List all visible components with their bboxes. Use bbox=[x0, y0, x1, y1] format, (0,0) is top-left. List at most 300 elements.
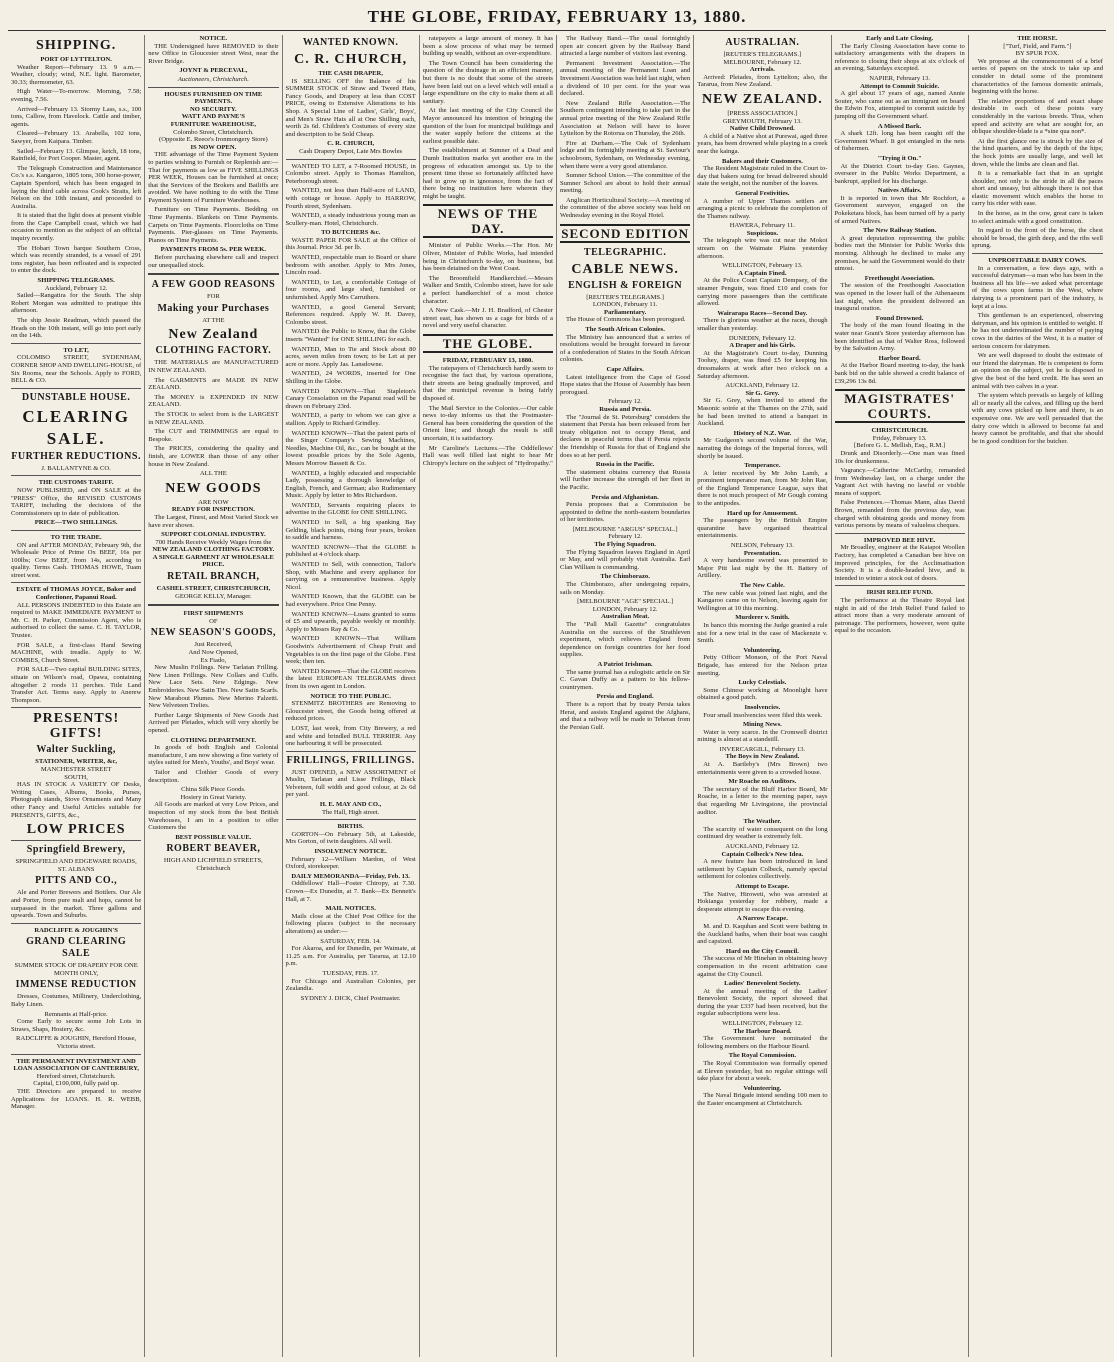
dateline: HAWERA, February 11. bbox=[729, 222, 795, 230]
clothing-department: CLOTHING DEPARTMENT. bbox=[170, 736, 256, 744]
goods-list: New Muslin Frillings. New Tarlatan Frilling. New Linen Frillings. New Collars and Cuffs. New Lace Sets. New Edgings. New Embroideries. New Satin Ties. New Satin Scarfs. New Marabout Plumes. New Merino Falzetti. New Velveteen Trelies. bbox=[148, 664, 279, 710]
cows-heading: UNPROFITABLE DAIRY COWS. bbox=[988, 257, 1087, 265]
column-4 bbox=[420, 35, 557, 1357]
telegram-place: Auckland, February 12. bbox=[44, 284, 108, 292]
retail-branch: RETAIL BRANCH, bbox=[167, 571, 260, 583]
of: OF bbox=[209, 617, 218, 625]
new-zealand-heading: NEW ZEALAND. bbox=[702, 91, 823, 107]
english-foreign: ENGLISH & FOREIGN bbox=[568, 279, 683, 291]
dateline: DUNEDIN, February 12. bbox=[728, 334, 796, 342]
tele-para: The Royal Commission was formally opened at Eleven yesterday, but no regular sittings will take place for about a week. bbox=[697, 1060, 828, 1083]
sub-heading: Volunteering. bbox=[743, 646, 782, 654]
article-para: At the last meeting of the City Council the Mayor announced his intention of bringing the question of the loan for municipal buildings and the water supply before the citizens at the earliest possible date. bbox=[422, 107, 553, 145]
church-body: IS SELLING OFF the Balance of his SUMMER STOCK of Straw and Tweed Hats, Fancy Goods, and Drapery at less than COST PRICE, owing to Extensive Alterations to his Shop. A Special Line of Ladies', Girls', Boys', and Men's Straw Hats all at One Shilling each, worth 2s 6d. Children's Costumes of every size and description to be Sold Cheap. bbox=[285, 77, 416, 138]
article-para: This gentleman is an experienced, observing dairyman, and his opinion is entitled to weight. If he has not underestimated the number of paying cows in the dairies of the West, it is a matter of serious concern for dairymen. bbox=[971, 312, 1103, 350]
sub-heading: Mining News. bbox=[742, 721, 782, 729]
news-para: Permanent Investment Association.—The annual meeting of the Permanent Loan and Investment Association was held last night, when a dividend of 10 per cent. for the year was declared. bbox=[560, 59, 691, 98]
rule bbox=[11, 923, 141, 924]
clothing-factory: CLOTHING FACTORY. bbox=[155, 345, 272, 357]
inspect: Before purchasing elsewhere call and inspect our unequalled stock. bbox=[148, 254, 279, 269]
waste-paper: WASTE PAPER FOR SALE at the Office of this Journal. Price 3d. per lb. bbox=[285, 236, 416, 252]
sub-heading: Attempt to Commit Suicide. bbox=[860, 82, 940, 90]
tele-para: Mr Gudgeon's second volume of the War, narrating the doings of the Imperial forces, will shortly be issued. bbox=[697, 437, 828, 460]
wanted-ad: WANTED, Servants requiring places to advertise in the GLOBE for ONE SHILLING. bbox=[285, 501, 416, 517]
tele-para: A child of a Native shot at Purewai, aged three years, has been drowned while playing in a creek near the kainga. bbox=[697, 132, 828, 155]
sub-heading: The Weather. bbox=[743, 818, 782, 826]
saturday-heading: SATURDAY, FEB. 14. bbox=[320, 937, 381, 945]
rule bbox=[835, 585, 965, 586]
new-seasons-goods: NEW SEASON'S GOODS, bbox=[150, 627, 276, 639]
capital: Capital, £100,000, fully paid up. bbox=[33, 1080, 119, 1088]
article-para: At the first glance one is struck by the size of the hind quarters, and by the depth of the hips; the hock joints are usually large, and well let down, while the limbs are clean and flat. bbox=[971, 137, 1103, 168]
column-7 bbox=[832, 35, 969, 1357]
wanted-ad: WANTED, not less than Half-acre of LAND, with cottage or house. Apply to HARROW, Fourth street, Sydenham. bbox=[285, 187, 416, 210]
telegram-para: The ship Jessie Readman, which passed the Heads on the 10th instant, will go into port early on the 14th. bbox=[11, 317, 142, 340]
news-para: Anglican Horticultural Society.—A meeting of the committee of the above society was held on Wednesday evening in the Royal Hotel. bbox=[560, 196, 691, 220]
tele-para: At A. Bartleby's (Mrs Brown) two entertainments were given to a crowded house. bbox=[697, 761, 828, 776]
sub-heading: A Patriot Irishman. bbox=[597, 660, 653, 668]
pitts-body: Ale and Porter Brewers and Bottlers. Our Ale and Porter, from pure malt and hops, cannot be surpassed in the market. Three gallons and upwards. Town and Suburbs. bbox=[11, 889, 142, 920]
notice-public: NOTICE TO THE PUBLIC. bbox=[310, 692, 391, 700]
horse-motto: ["Turf, Field, and Farm."] bbox=[1003, 42, 1072, 50]
article-para: In the horse, as in the cow, great care is taken to select animals with a good constitution. bbox=[971, 210, 1103, 225]
single-garment: A SINGLE GARMENT AT WHOLESALE PRICE. bbox=[152, 553, 274, 569]
wanted-ad: WANTED Known—That the GLOBE receives the latest EUROPEAN TELEGRAMS direct from its own agent in London. bbox=[285, 667, 416, 690]
grand-sale: GRAND CLEARING SALE bbox=[26, 936, 127, 960]
sub-heading: Hard on the City Council. bbox=[725, 947, 799, 955]
telegram-para: Sailed—Rangatira for the South. The ship Robert Morgan was admitted to pratique this afternoon. bbox=[11, 292, 142, 315]
cable-para: Persia proposes that a Commission be appointed to define the north-eastern boundaries of her territories. bbox=[560, 501, 691, 524]
dateline: INVERCARGILL, February 13. bbox=[719, 745, 806, 753]
source-tag: [MELBOURNE "AGE" SPECIAL.] bbox=[577, 598, 674, 606]
births-heading: BIRTHS. bbox=[337, 823, 364, 831]
tele-para: At the Police Court Captain Dempsey, of the steamer Penguin, was fined £10 and costs for carrying more passengers than the certificate allowed. bbox=[697, 277, 828, 308]
rule bbox=[11, 1054, 141, 1055]
court-para: False Pretences.—Thomas Mann, alias David Brown, remanded from the previous day, was charged with obtaining goods and money from various persons by means of valueless cheques. bbox=[834, 499, 965, 530]
columns bbox=[8, 35, 1106, 1357]
magistrates-heading: MAGISTRATES' COURTS. bbox=[835, 389, 965, 423]
sub-heading: "Trying it On." bbox=[877, 154, 922, 162]
ready-inspection: READY FOR INSPECTION. bbox=[171, 506, 255, 514]
tele-para: The Naval Brigade intend sending 100 men to the Easter encampment at Christchurch. bbox=[697, 1092, 828, 1107]
tele-para: A girl about 17 years of age, named Annie Souter, who came out as an immigrant on board the Edwin Fox, attempted to commit suicide by jumping off the Government wharf. bbox=[834, 90, 965, 120]
sub-heading: Presentation. bbox=[743, 549, 781, 557]
reason-garments: The GARMENTS are MADE IN NEW ZEALAND. bbox=[148, 376, 279, 392]
news-para: Sumner School Union.—The committee of the Sumner School are about to hold their annual meeting. bbox=[560, 172, 691, 195]
dateline: NELSON, February 13. bbox=[730, 542, 794, 550]
manchester-street: MANCHESTER STREET bbox=[40, 765, 112, 773]
article-para: Mr Broadley, engineer at the Kaiapoi Woollen Factory, has completed a Canadian bee hive on improved principles, for the Acclimatisation Society. It is a double-headed hive, and is intended to winter a stock out of doors. bbox=[834, 544, 965, 582]
rule bbox=[11, 707, 141, 708]
cable-para: There is a report that by treaty Persia takes Herat, and assists England against the Afghans, and that a railway will be made to Teheran from the Persian Gulf. bbox=[560, 700, 691, 731]
clothing-body: In goods of both English and Colonial manufacture, I am now showing a fine variety of styles suited for Men's, Youths', and Boys' wear. bbox=[148, 744, 279, 767]
making-purchases: Making your Purchases bbox=[157, 302, 270, 314]
new-goods: NEW GOODS bbox=[165, 480, 262, 496]
before: [Before G. L. Mellish, Esq., R.M.] bbox=[854, 442, 946, 450]
tele-para: A number of Upper Thames settlers are arranging a picnic to celebrate the completion of the Thames railway. bbox=[697, 197, 828, 220]
church-sign: C. R. CHURCH, bbox=[327, 140, 375, 148]
sub-heading: Suspicious. bbox=[746, 229, 779, 237]
are-now: ARE NOW bbox=[198, 498, 229, 506]
sub-heading: Australian Meat. bbox=[601, 613, 650, 621]
sub-heading: Insolvencies. bbox=[744, 703, 781, 711]
tariff-body: NOW PUBLISHED, and ON SALE at the "PRESS" Office, the REVISED CUSTOMS TARIFF, including the decisions of the Commissioners up to date of publication. bbox=[11, 486, 142, 517]
dunstable-heading: DUNSTABLE HOUSE. bbox=[21, 391, 131, 403]
stenmitz: STENMITZ BROTHERS are Removing to Gloucester street, the Goods being offered at reduced prices. bbox=[285, 700, 416, 723]
further-reductions: FURTHER REDUCTIONS. bbox=[11, 450, 141, 462]
births-body: GORTON—On February 5th, at Lakeside, Mrs Gorton, of twin daughters. All well. bbox=[285, 830, 416, 846]
sub-heading: Bakers and their Customers. bbox=[721, 157, 803, 165]
joynt-sub: Auctioneers, Christchurch. bbox=[177, 75, 249, 83]
rule bbox=[148, 604, 278, 606]
sub-heading: The Chimborazo. bbox=[600, 573, 650, 581]
wanted-ad: WANTED KNOWN—Loans granted to sums of £5 and upwards, payable weekly or monthly. Apply to Messrs Ray & Co. bbox=[285, 610, 416, 633]
presents-heading: PRESENTS! GIFTS! bbox=[33, 711, 120, 742]
dateline: AUCKLAND, February 12. bbox=[725, 382, 800, 390]
at-the: AT THE bbox=[202, 316, 225, 324]
reason-stock: The STOCK to select from is the LARGEST in NEW ZEALAND. bbox=[148, 410, 279, 426]
sub-heading: The Harbour Board. bbox=[733, 1027, 792, 1035]
sub-heading: Murderer v. Smith. bbox=[735, 614, 790, 622]
article-para: The relative proportions of and exact shape desirable in each of these points vary considerably in the various breeds. Thus, when speed and activity are what are sought for, an oblique shoulder-blade is a *sine qua non*. bbox=[971, 97, 1103, 136]
sub-heading: A Missed Bark. bbox=[877, 122, 922, 130]
sub-heading: The Royal Commission. bbox=[728, 1052, 796, 1060]
sub-heading: Hard up for Amusement. bbox=[727, 509, 798, 517]
sub-heading: A Draper and his Girls. bbox=[729, 342, 796, 350]
brewery-heading: Springfield Brewery, bbox=[26, 844, 126, 856]
tele-para: There is glorious weather at the races, though smaller than yesterday. bbox=[697, 317, 828, 332]
frillings-heading: FRILLINGS, FRILLINGS. bbox=[286, 754, 415, 766]
tele-para: The passengers by the British Empire quarantine have organised theatrical entertainments. bbox=[697, 517, 828, 540]
column-3 bbox=[283, 35, 420, 1357]
wanted-ad: WANTED KNOWN—That the patent parts of the Singer Company's Sewing Machines, Needles, Machine Oil, &c., can be bought at the lowest possible prices by the Sole Agents, Messrs Morrow Bassett & Co. bbox=[285, 429, 416, 467]
rule bbox=[11, 343, 141, 344]
now-open: IS NOW OPEN. bbox=[190, 143, 237, 151]
suckling-name: Walter Suckling, bbox=[36, 744, 116, 756]
tele-para: The success of Mr Hinehan in obtaining heavy compensation in the recent arbitration case against the City Council. bbox=[697, 955, 828, 978]
shipping-telegrams-heading: SHIPPING TELEGRAMS. bbox=[37, 277, 115, 285]
rule bbox=[148, 273, 278, 275]
sub-heading: Harbor Board. bbox=[878, 354, 921, 362]
horse-heading: THE HORSE. bbox=[1017, 35, 1058, 42]
column-2 bbox=[145, 35, 282, 1357]
tele-para: A letter received by Mr John Lamb, a prominent temperance man, from Mr John Rae, of the England Temperance League, says that there is not much prospect of Mr Gough coming to the antipodes. bbox=[697, 469, 828, 508]
robert-beaver: ROBERT BEAVER, bbox=[166, 843, 261, 855]
globe-para: The Mail Service to the Colonies.—Our cable news to-day informs us that the Postmaster-General has been considering the question of the Orient line; and though the result is still uncertain, it is satisfactory. bbox=[422, 404, 553, 442]
irish-relief-heading: IRISH RELIEF FUND. bbox=[866, 589, 933, 597]
sailed: Sailed—February 13. Glimpse, ketch, 18 tons, Rainfield, for Port Cooper. Master, agent. bbox=[11, 147, 142, 163]
investment-heading: THE PERMANENT INVESTMENT AND LOAN ASSOCIATION OF CANTERBURY, bbox=[13, 1057, 139, 1073]
sub-heading: Persia and Afghanistan. bbox=[591, 493, 659, 501]
pitts-heading: PITTS AND CO., bbox=[35, 875, 118, 887]
come-early: Come Early to secure some Job Lots in Straws, Shaps, Hosiery, &c. bbox=[11, 1018, 142, 1033]
few-good-reasons: A FEW GOOD REASONS bbox=[151, 279, 276, 291]
clearing-heading: CLEARING bbox=[22, 406, 130, 426]
memoranda-body: Oddfellows' Hall—Foster Chiropy, at 7.30. Crown—Ex Dunedin, at 7. Bank—Ex Bennett's Hall, at 7. bbox=[285, 880, 416, 903]
remnants: Remnants at Half-price. bbox=[44, 1010, 108, 1018]
wanted-ad: WANTED, to Let, a comfortable Cottage of four rooms, and large shed, furnished or unfurnished. Apply Mrs Carruthers. bbox=[285, 278, 416, 302]
news-para: The Broomfield Handkerchief.—Messrs Walker and Smith, Colombo street, have for sale a perfect handkerchief of a most choice character. bbox=[422, 274, 553, 305]
sub-heading: Volunteering. bbox=[743, 1084, 782, 1092]
colombo-address: Colombo Street, Christchurch. bbox=[173, 128, 254, 136]
article-para: The system which prevails so largely of killing all or nearly all the calves, and filling up the herd with any cows picked up here and there, is an expensive one. We are well persuaded that the dairy cow which is allowed to become fat and heavy cannot be profitable, and that she should be in good condition for the butcher. bbox=[971, 392, 1103, 445]
cable-news: CABLE NEWS. bbox=[571, 261, 679, 277]
radcliffe-company: RADCLIFFE & JOUGHIN, Hereford House, Victoria street. bbox=[16, 1035, 137, 1051]
sub-heading: Russia and Persia. bbox=[599, 405, 652, 413]
bee-hive-heading: IMPROVED BEE HIVE. bbox=[863, 536, 936, 544]
wanted-ad: WANTED KNOWN—That Stapleton's Canary Consolation on the Papanui road will be drawn on February 23rd. bbox=[285, 387, 416, 410]
article-para: We propose at the commencement of a brief series of papers on the stock to take up and consider in detail some of the prominent characteristics of the famous domestic animals, beginning with the horse. bbox=[971, 57, 1103, 96]
column-6 bbox=[694, 35, 831, 1357]
rule bbox=[11, 530, 141, 531]
globe-heading: THE GLOBE. bbox=[423, 334, 553, 353]
news-para: The Railway Band.—The usual fortnightly open air concert given by the Railway Band attracted a large number of visitors last evening. bbox=[560, 35, 691, 58]
joynt-perceval: JOYNT & PERCEVAL, bbox=[179, 67, 248, 75]
wanted-ad: WANTED KNOWN—That the GLOBE is published at 4 o'clock sharp. bbox=[285, 543, 416, 559]
sub-heading: Persia and England. bbox=[596, 693, 654, 701]
sub-heading: Cape Affairs. bbox=[606, 366, 644, 373]
court-date: Friday, February 13. bbox=[872, 434, 927, 442]
tele-para: The Resident Magistrate ruled in the Court to-day that bakers suing for bread delivered should state the weight, not the number of the loaves. bbox=[697, 165, 828, 188]
rule bbox=[286, 819, 416, 820]
tele-para: A great deputation representing the public bodies met the Minister for Public Works this morning. Although he declined to make any promises, he said the Government would do their utmost. bbox=[834, 234, 965, 273]
tele-para: At the District Court to-day Geo. Gaynes, overseer in the Public Works Department, a bankrupt, applied for his discharge. bbox=[834, 162, 965, 185]
news-para: Fire at Durham.—The Oak of Sydenham lodge and its fortnightly meeting at St. Saviour's schoolroom, Sydenham, on Wednesday evening, when there were a very good attendance. bbox=[560, 139, 691, 170]
mail-heading: MAIL NOTICES. bbox=[325, 905, 376, 913]
tele-para: In banco this morning the Judge granted a rule nisi for a new trial in the case of Mackenzie v. Smith. bbox=[697, 621, 828, 645]
tele-para: A shark 12ft. long has been caught off the Government Wharf. It got entangled in the nets of fishermen. bbox=[834, 130, 965, 153]
dateline: February 12. bbox=[608, 398, 642, 406]
tele-para: The Early Closing Association have come to satisfactory arrangements with the drapers in reference to closing their shops at six o'clock of an evening, Saturdays excepted. bbox=[834, 42, 965, 73]
just-received: Just Received, bbox=[194, 641, 233, 649]
sub-heading: Wairarapa Races—Second Day. bbox=[717, 309, 808, 317]
estate-heading: ESTATE of THOMAS JOYCE, Baker and Confectioner, Papanui Road. bbox=[16, 586, 136, 602]
tele-para: The Native, Hiroweti, who was arrested at Hokianga yesterday for robbery, made a desperate attempt to escape this evening. bbox=[697, 890, 828, 913]
further-shipments: Further Large Shipments of New Goods Just Arrived per Pleiades, which will very shortly be opened. bbox=[148, 711, 279, 734]
sub-heading: History of N.Z. War. bbox=[733, 429, 792, 437]
drapery-goods: Dresses, Costumes, Millinery, Underclothing, Baby Linen. bbox=[11, 993, 142, 1009]
dateline: AUCKLAND, February 12. bbox=[725, 843, 800, 850]
rule bbox=[11, 475, 141, 476]
radcliffe-heading: RADCLIFFE & JOUGHIN'S bbox=[34, 926, 118, 934]
frillings-body: JUST OPENED, a NEW ASSORTMENT of Muslin, Tarlatan and Lisse Frillings, Black Velveteen, full width and good colour, at 2s 6d per yard. bbox=[285, 768, 416, 799]
tele-para: Arrived: Pleiades, from Lyttelton; also, the Tararua, from New Zealand. bbox=[697, 73, 828, 89]
ex-fiado: Ex Fiado, bbox=[200, 656, 227, 664]
sub-heading: The South African Colonies. bbox=[585, 326, 665, 334]
masthead: THE GLOBE, FRIDAY, FEBRUARY 13, 1880. bbox=[8, 6, 1106, 31]
shipping-para: The Telegraph Construction and Maintenance Co.'s s.s. Kangaroo, 1805 tons, 300 horse-power, Captain Spenford, which has been engaged in laying the third cable across Cook's Straits, left Nelson on the 10th instant, and proceeded to Australia. bbox=[11, 164, 142, 210]
article-para: It is a remarkable fact that in an upright shoulder, not only is the stride in all the paces short and uneasy, but although there is not that elastic movement which enables the horse to carry his rider with ease. bbox=[971, 170, 1103, 208]
tele-para: The new cable was joined last night, and the Kangaroo came on to Nelson, leaving again for Wellington at 10 this morning. bbox=[697, 589, 828, 612]
memoranda-heading: DAILY MEMORANDA—Friday, Feb. 13. bbox=[291, 872, 410, 880]
tele-para: Sir G. Grey, when invited to attend the Masonic soirée at the Thames on the 27th, said he had been invited to attend a banquet in Auckland. bbox=[697, 397, 828, 428]
sub-heading: A Captain Fined. bbox=[738, 269, 787, 277]
sub-heading: Arrivals. bbox=[749, 66, 775, 74]
sub-heading: Parliamentary. bbox=[603, 308, 647, 316]
article-para: ratepayers a large amount of money. It has been a slow process of what may be termed building up wealth, without an over-expenditure. bbox=[422, 35, 553, 58]
article-para: The performance at the Theatre Royal last night in aid of the Irish Relief Fund failed to attract more than a very moderate amount of patronage. The performers, however, were quite equal to the occasion. bbox=[834, 597, 965, 635]
butchers-heading: TO BUTCHERS &c. bbox=[321, 229, 381, 237]
time-payment-list: Furniture on Time Payments. Bedding on Time Payments. Blankets on Time Payments. Carpets on Time Payments. Floorcloths on Time Payments. Pier-glasses on Time Payments. Pianos on Time Payments. bbox=[148, 206, 279, 244]
reason-materials: THE MATERIALS are MANUFACTURED IN NEW ZEALAND. bbox=[148, 359, 279, 374]
support-colonial: SUPPORT COLONIAL INDUSTRY. bbox=[161, 531, 266, 539]
high-water: High Water—To-morrow. Morning, 7.58; evening, 7.56. bbox=[11, 88, 142, 103]
news-para: New Zealand Rifle Association.—The Southern contingent intending to take part in the annual prize meeting of the New Zealand Rifle Association at Nelson will have to leave Lyttelton by the Rotorua on Thursday, the 26th. bbox=[560, 99, 691, 138]
court-para: Vagrancy.—Catherine McCarthy, remanded from Wednesday last, on a charge under the Vagrant Act with having no lawful or visible means of support. bbox=[834, 467, 965, 497]
sub-heading: The Boys in New Zealand. bbox=[725, 753, 800, 761]
opposite: (Opposite E. Reece's Ironmongery Store) bbox=[159, 136, 268, 144]
insolvency-body: February 12—William Mardon, of West Oxford, storekeeper. bbox=[285, 855, 416, 871]
sub-heading: Mr Roache on Auditors. bbox=[728, 778, 797, 786]
tele-para: A very handsome sword was presented to Major Pitt last night by the H. Battery of Artillery. bbox=[697, 557, 828, 580]
lost-ad: LOST, last week, from City Brewery, a red and white and brindled BULL TERRIER. Any one harbouring it will be prosecuted. bbox=[285, 724, 416, 748]
trade-heading: TO THE TRADE. bbox=[50, 533, 102, 541]
church-heading: C. R. CHURCH, bbox=[294, 52, 408, 67]
tele-para: The scarcity of water consequent on the long continued dry weather is extremely felt. bbox=[697, 825, 828, 841]
sale-heading: SALE. bbox=[46, 428, 106, 448]
globe-para: Mr Caroline's Lectures.—The Oddfellows' Hall was well filled last night to hear Mr Chiropy's lecture on the subject of "Hydropathy." bbox=[422, 444, 553, 467]
globe-date: FRIDAY, FEBRUARY 13, 1880. bbox=[442, 357, 533, 364]
wanted-known-heading: WANTED KNOWN. bbox=[302, 37, 399, 48]
wanted-ad: WANTED to Sell, a big spanking Bay Gelding, black points, rising four years, broken to saddle and harness. bbox=[285, 519, 416, 542]
now-opened: And Now Opened, bbox=[188, 649, 239, 657]
article-para: We are well disposed to doubt the estimate of our friend the dairyman. He is competent to form an opinion on the subject, yet he is disposed to give the best of the herd credit. He has seen an animal with two calves in a year. bbox=[971, 352, 1103, 390]
port-heading: PORT OF LYTTELTON. bbox=[40, 56, 112, 63]
sub-heading: Captain Colbeck's New Idea. bbox=[721, 850, 804, 858]
cable-para: The same journal has a eulogistic article on Sir C. Gavan Duffy as a pattern to his fellow-countrymen. bbox=[560, 668, 691, 691]
postmaster: SYDNEY J. DICK, Chief Postmaster. bbox=[300, 994, 401, 1002]
sub-heading: Attempt to Escape. bbox=[735, 882, 790, 890]
tele-para: Water is very scarce. In the Cromwell district mining is almost at a standstill. bbox=[697, 728, 828, 744]
mail-body: Mails close at the Chief Post Office for the following places (subject to the necessary alterations) as under:— bbox=[285, 912, 416, 935]
dateline: February 12. bbox=[608, 533, 642, 541]
cable-para: The statement obtains currency that Russia will further increase the strength of her fleet in the Pacific. bbox=[560, 468, 691, 491]
china-silk: China Silk Piece Goods. bbox=[181, 786, 246, 794]
reason-cut: The CUT and TRIMMINGS are equal to Bespoke. bbox=[148, 428, 279, 443]
wanted-ad: WANTED TO LET, a 7-Roomed HOUSE, in Colombo street. Apply to Thomas Hamilton, Peterborough street. bbox=[285, 162, 416, 185]
court-para: Drunk and Disorderly.—One man was fined 10s for drunkenness. bbox=[834, 449, 965, 465]
houses-heading: HOUSES FURNISHED ON TIME PAYMENTS. bbox=[164, 90, 263, 106]
reuter-tag: [REUTER'S TELEGRAMS.] bbox=[586, 293, 664, 301]
article-para: In a conversation, a few days ago, with a successful dairyman—a man who has been in the business all his life—we asked what percentage of the cows upon farms in the West, where dairying is a prominent part of the industry, is kept at a loss. bbox=[971, 264, 1103, 310]
largest-stock: The Largest, Finest, and Most Varied Stock we have ever shown. bbox=[148, 513, 279, 529]
church-address: Cash Drapery Depot, Late Mrs Bowles bbox=[299, 147, 403, 155]
rule bbox=[286, 751, 416, 752]
shipping-para: The Hobart Town barque Southern Cross, which was recently stranded, is a vessel of 291 tons register, has been refloated and is expected to enter the dock. bbox=[11, 244, 142, 275]
cable-para: The House of Commons has been prorogued. bbox=[566, 316, 686, 324]
tele-para: Petty Officer Monson, of the Port Naval Brigade, has entered for the Nelson prize meeting. bbox=[697, 654, 828, 677]
tuesday-body: For Chicago and Australian Colonies, per Zealandia. bbox=[285, 977, 416, 993]
all-goods: All Goods are marked at very Low Prices, and inspection of my stock from the best British Warehouses, I am in a position to offer Customers the bbox=[148, 801, 279, 832]
article-para: The Town Council has been considering the question of the drainage in an efficient manner, but there is no doubt that some of the streets have been laid out on a level which will entail a large expenditure on the city to make them at all sanitary. bbox=[422, 59, 553, 105]
column-1 bbox=[8, 35, 145, 1357]
sub-heading: Natives Affairs. bbox=[877, 187, 922, 195]
column-5 bbox=[557, 35, 694, 1357]
shipping-heading: SHIPPING. bbox=[36, 38, 117, 53]
hosiery: Hosiery in Great Variety. bbox=[180, 793, 247, 801]
wanted-ad: WANTED, respectable man to Board or share bedroom with another. Apply to Mrs Jones, Lincoln road. bbox=[285, 254, 416, 277]
sub-heading: Ladies' Benevolent Society. bbox=[724, 980, 801, 988]
column-8 bbox=[969, 35, 1106, 1357]
to-let-heading: TO LET, bbox=[63, 346, 89, 354]
payments-heading: PAYMENTS FROM 5s. PER WEEK. bbox=[160, 246, 267, 254]
tele-para: Some Chinese working at Moonlight have obtained a good patch. bbox=[697, 686, 828, 702]
tele-para: At the Harbor Board meeting to-day, the bank bank bid on the table showed a credit balance of £39,296 13s 8d. bbox=[834, 362, 965, 385]
sub-heading: Native Child Drowned. bbox=[729, 125, 795, 133]
new-zealand: New Zealand bbox=[168, 327, 259, 343]
may-co: H. E. MAY AND CO., bbox=[319, 801, 382, 809]
cash-draper: THE CASH DRAPER, bbox=[318, 70, 383, 77]
all-the: ALL THE bbox=[199, 470, 227, 478]
building-sites-ad: FOR SALE—Two capital BUILDING SITES, situate on Wilson's road, Opawa, containing altogether 2 roods 11 perches. Title Land Transfer Act. Terms easy. Apply to Anerew Thompson. bbox=[11, 666, 142, 704]
suckling-body: HAS IN STOCK A VARIETY OF Desks, Writing Cases, Albums, Books, Purses, Photograph stands, Stove Ornaments and Many other Fancy and Useful Articles suitable for PRESENTS, GIFTS, &c., bbox=[11, 781, 142, 819]
hands: 700 Hands Receive Weekly Wages from the bbox=[155, 538, 272, 546]
wanted-ad: WANTED, Man to Tie and Stock about 80 acres, seven miles from town; to be Let at per acre or more. Apply Jas. Lansdowne. bbox=[285, 345, 416, 368]
tuesday-heading: TUESDAY, FEB. 17. bbox=[322, 969, 379, 977]
cable-para: The Ministry has announced that a series of resolutions would be brought forward in favour of a confederation of States in the South African colonies. bbox=[560, 333, 691, 364]
tele-para: The secretary of the Bluff Harbor Board, Mr Roache, in a letter to the morning paper, says that regarding Mr Livingstone, the provincial auditor. bbox=[697, 785, 828, 816]
news-para: A New Cask.—Mr J. H. Bradford, of Chester street east, has shown us a cage for birds of a novel and very useful character. bbox=[422, 307, 553, 330]
cable-para: The Chimborazo, after undergoing repairs, sails on Monday. bbox=[560, 581, 691, 596]
rule bbox=[835, 533, 965, 534]
cable-para: The Flying Squadron leaves England in April or May, and will probably visit Australia. Earl Clan William is commanding. bbox=[560, 548, 691, 571]
christchurch: CHRISTCHURCH. bbox=[871, 427, 928, 435]
rule bbox=[286, 159, 416, 160]
south: SOUTH, bbox=[64, 773, 88, 781]
sub-heading: A Narrow Escape. bbox=[736, 915, 788, 923]
tele-para: The body of the man found floating in the water near Grant's Store yesterday afternoon has been identified as that of Walter Ross, followed by the Salvation Army. bbox=[834, 322, 965, 353]
directors: THE Directors are prepared to receive Applications for LOANS. H. R. WEBB, Manager. bbox=[11, 1088, 142, 1111]
rule bbox=[11, 388, 141, 389]
rule bbox=[11, 840, 141, 841]
dateline: WELLINGTON, February 12. bbox=[722, 1020, 803, 1028]
shipping-para: It is stated that the light does at present visible from the Cape Campbell coast, which we had occasion to mention as the subject of an official inquiry recently. bbox=[11, 212, 142, 243]
dateline: WELLINGTON, February 13. bbox=[722, 262, 803, 270]
cable-para: The "Journal de St. Petersburg" considers the statement that Persia has been released from her treaty obligation not to occupy Herat, and declares in peaceful terms that if Persia rejects the friendship of Russia for that of England she does so at her peril. bbox=[560, 413, 691, 459]
tele-para: M. and D. Kaquhan and Scott were bathing in the Auckland baths, when their boat was caught and capsized. bbox=[697, 922, 828, 946]
investment-address: Hereford street, Christchurch. bbox=[36, 1072, 116, 1080]
telegraphic: TELEGRAPHIC. bbox=[583, 246, 667, 258]
wanted-ad: WANTED, a good General Servant; References required. Apply W. H. Davey, Colombo street. bbox=[285, 303, 416, 326]
summer-stock: SUMMER STOCK OF DRAPERY FOR ONE MONTH ONLY, bbox=[14, 962, 138, 977]
dateline: LONDON, February 12. bbox=[592, 605, 658, 613]
article-para: The establishment at Sumner of a Deaf and Dumb Institution marks yet another era in the progress of education amongst us. Up to the present time those so fortunately afflicted have had to grow up in ignorance, from the fact of there being no institution here wherein they might be taught. bbox=[422, 147, 553, 200]
dateline: MELBOURNE, February 12. bbox=[723, 58, 802, 66]
sewing-machine-ad: FOR SALE, a first-class Hand Sewing MACHINE, with treadle. Apply to W. COMBES, Church Street. bbox=[11, 641, 142, 664]
rule bbox=[972, 253, 1103, 254]
reason-prices: The PRICES, considering the quality and finish, are LOWER than those of any other house in New Zealand. bbox=[148, 445, 279, 468]
sub-heading: Russia in the Pacific. bbox=[595, 461, 655, 469]
wanted-ad: WANTED, a steady industrious young man as Scullery-man. Hotel, Christchurch. bbox=[285, 212, 416, 227]
sub-heading: Sir G. Grey. bbox=[745, 389, 780, 397]
cashel-street: CASHEL STREET, CHRISTCHURCH, bbox=[156, 585, 271, 593]
press-tag: [PRESS ASSOCIATION.] bbox=[727, 109, 798, 117]
article-para: In regard to the front of the horse, the chest should be broad, the girth deep, and the ribs well sprung. bbox=[971, 227, 1103, 250]
dateline: GREYMOUTH, February 13. bbox=[722, 117, 802, 125]
immense-reduction: IMMENSE REDUCTION bbox=[15, 979, 137, 991]
removed-notice: THE Undersigned have REMOVED to their new Office in Gloucester street West, near the River Bridge. bbox=[148, 42, 279, 65]
wanted-ad: WANTED, a party to whom we can give a stallion. Apply to Richard Grindley. bbox=[285, 412, 416, 427]
wanted-ad: WANTED the Public to Know, that the Globe inserts "Wanted" for ONE SHILLING for each. bbox=[285, 328, 416, 343]
time-payment-body: THE advantage of the Time Payment System to parties wishing to Furnish or Replenish are:—That for payments as low as FIVE SHILLINGS PER WEEK, Houses can be furnished at once; that the Services of the Brokers and Bailiffs are avoided. We have nothing to do with the Time Payment System of Furniture Warehouses. bbox=[148, 151, 279, 204]
watt-payne: WATT AND PAYNE'S bbox=[181, 113, 245, 121]
arrived: Arrived—February 13. Stormy Lass, s.s., 100 tons, Callow, from Havelock. Cattle and timber, agents. bbox=[11, 105, 142, 128]
tele-para: A new feature has been introduced in land settlement by Captain Colbeck, namely special settlement for colonies collectively. bbox=[697, 858, 828, 881]
sub-heading: Temperance. bbox=[744, 462, 781, 470]
tele-para: Four small insolvencies were filed this week. bbox=[703, 711, 823, 719]
saturday-body: For Akaroa, and for Dunedin, per Waimate, at 11.25 a.m. For Australia, per Tararua, at 12.10 p.m. bbox=[285, 945, 416, 968]
horse-author: BY SPUR FOX. bbox=[1015, 50, 1060, 58]
